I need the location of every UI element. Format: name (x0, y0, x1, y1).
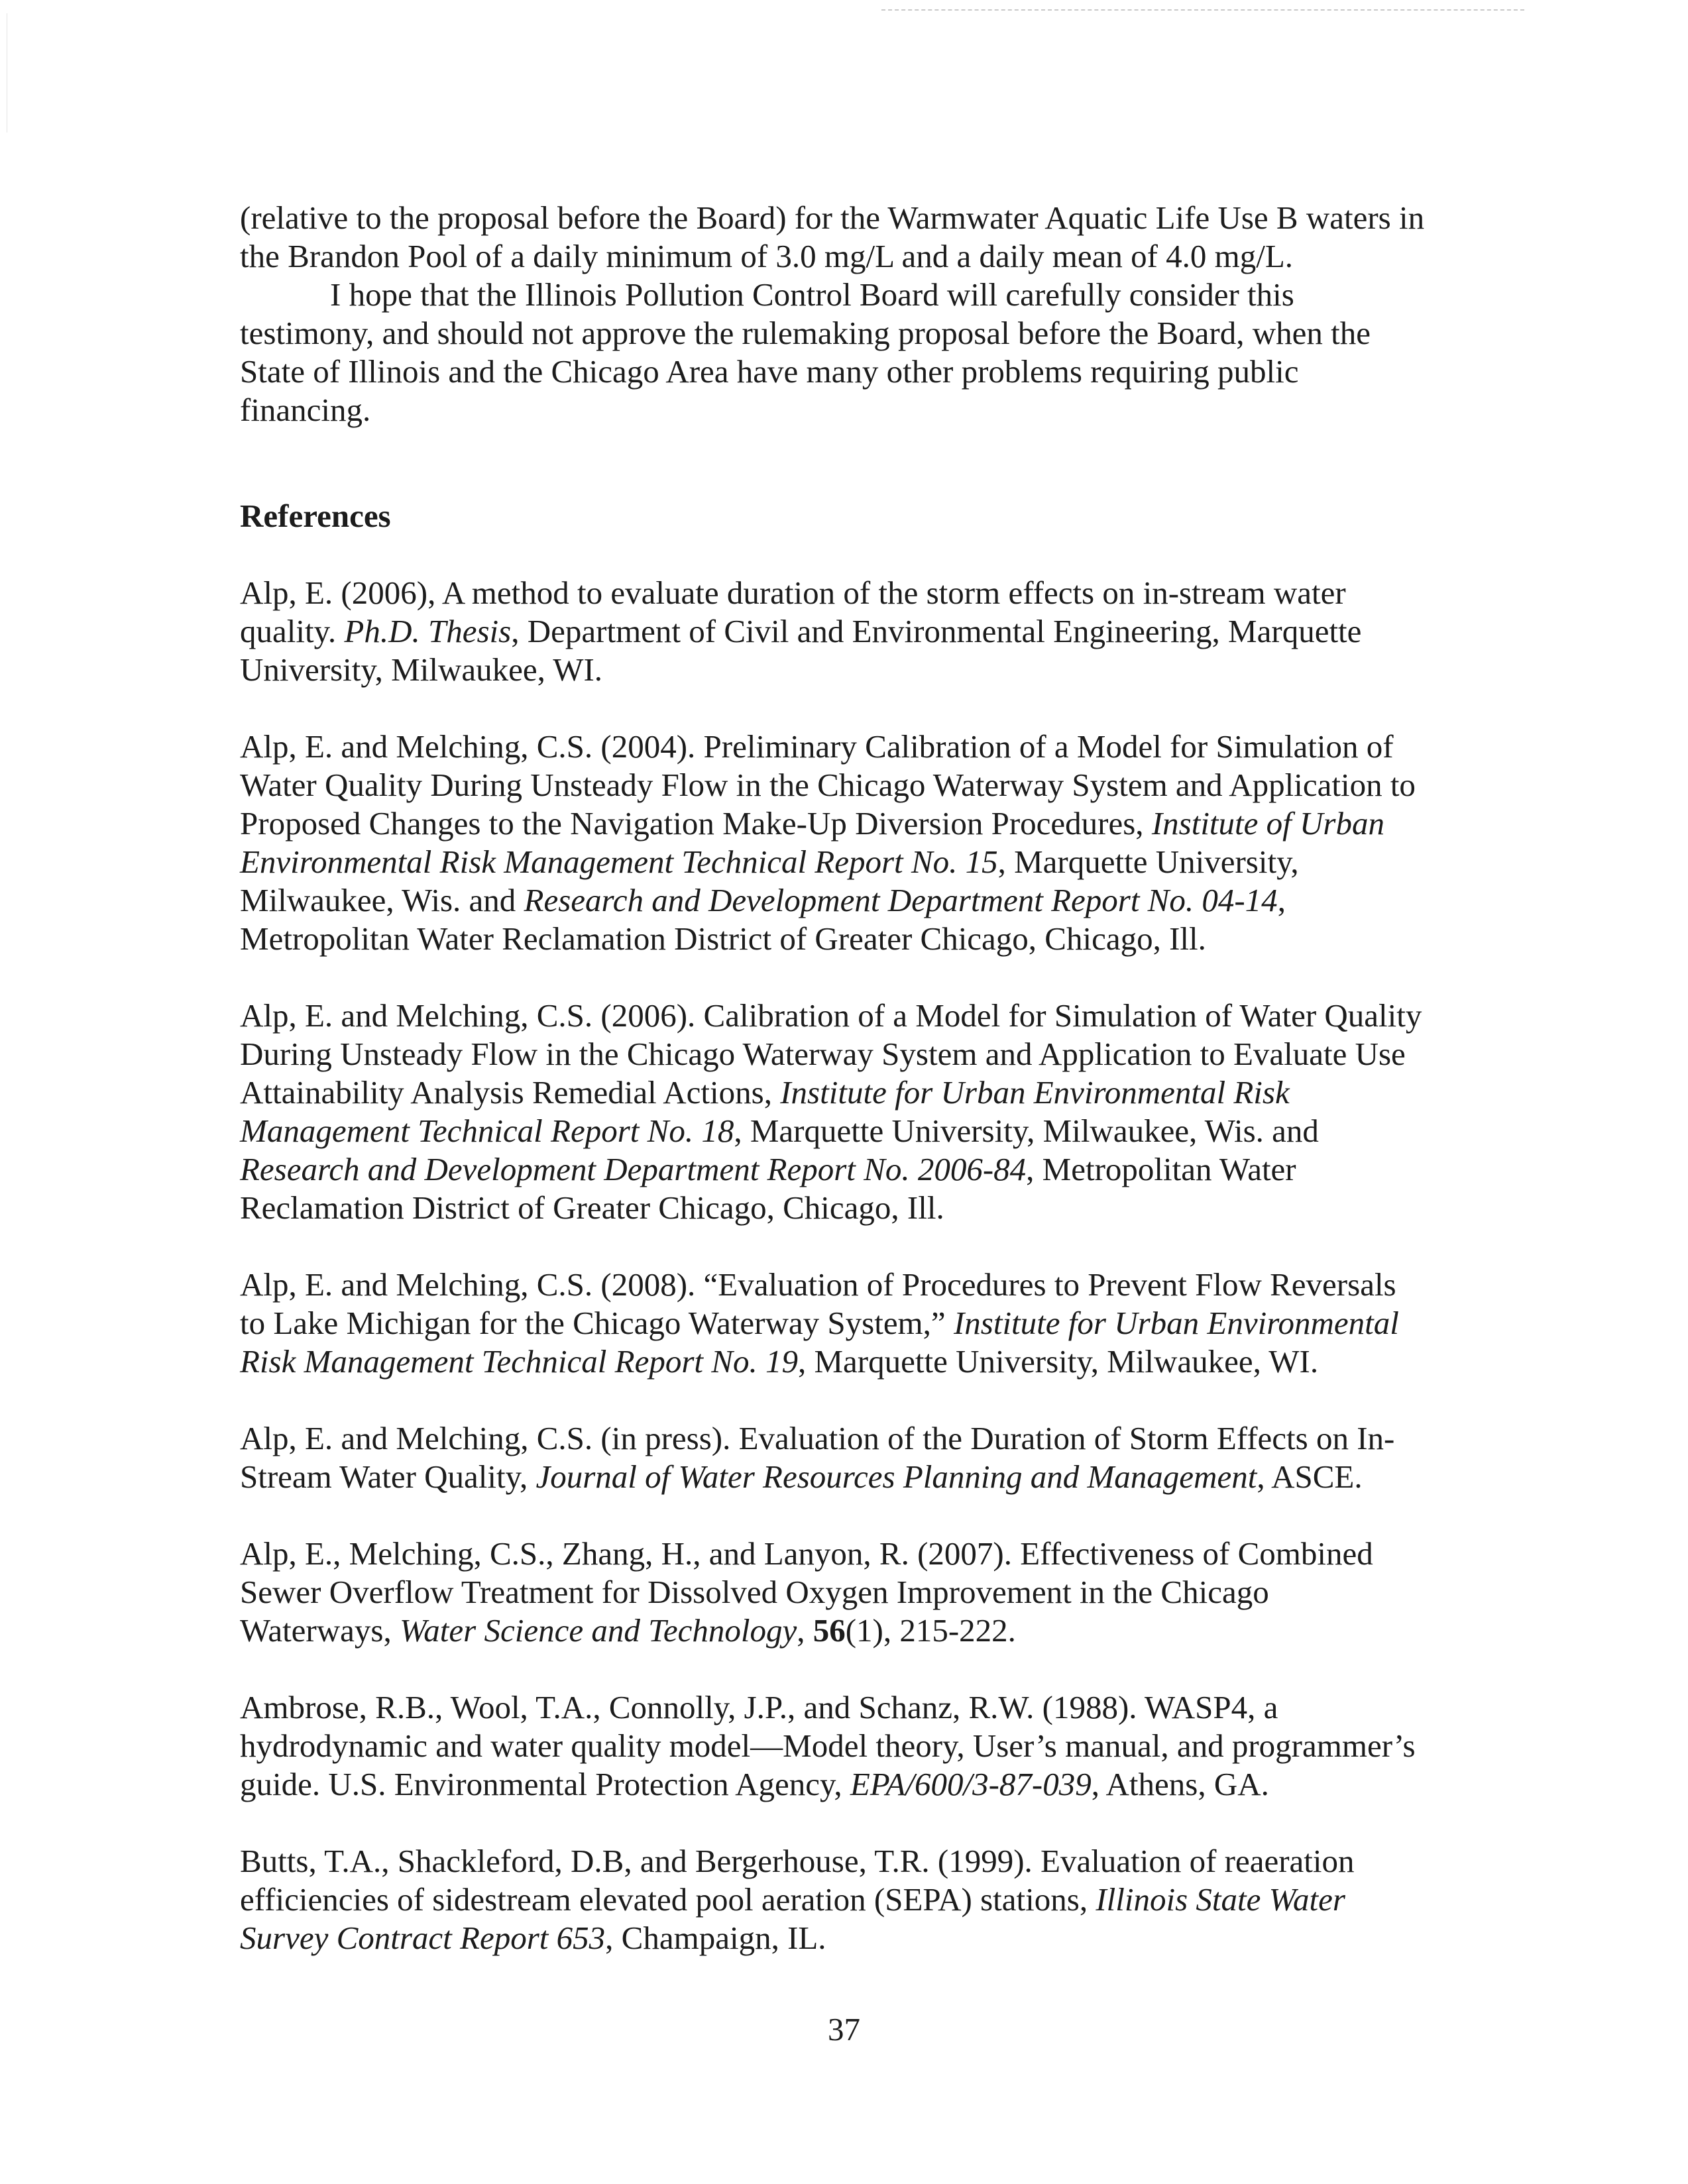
reference-text: , Marquette University, Milwaukee, Wis. and (240, 844, 1299, 918)
reference-item (240, 574, 1426, 689)
reference-item (240, 1842, 1426, 1957)
reference-item (240, 1688, 1426, 1804)
reference-text: Alp, E. and Melching, C.S. (2006). Calibration of a Model for Simulation of Water Quality During Unsteady Flow in the Chicago Waterway System and Application to Evaluate Use Attainability Analysis Remedial Actions, (240, 997, 1422, 1111)
reference-text: Alp, E. and Melching, C.S. (in press). Evaluation of the Duration of Storm Effects on In-Stream Water Quality, (240, 1420, 1395, 1495)
references-heading: References (240, 498, 391, 534)
document-page (240, 199, 1426, 1957)
reference-text: Alp, E. and Melching, C.S. (2008). “Evaluation of Procedures to Prevent Flow Reversals to Lake Michigan for the Chicago Waterway System,” (240, 1266, 1396, 1341)
reference-item (240, 997, 1426, 1227)
reference-title: Institute for Urban Environmental Risk Management Technical Report No. 18 (240, 1074, 1290, 1149)
reference-text: , Metropolitan Water Reclamation District of Greater Chicago, Chicago, Ill. (240, 1151, 1296, 1226)
reference-title: EPA/600/3-87-039 (850, 1766, 1092, 1802)
reference-volume: 56 (813, 1612, 846, 1649)
reference-title: Ph.D. Thesis (344, 613, 512, 649)
reference-text: , Champaign, IL. (605, 1920, 826, 1956)
reference-title: Research and Development Department Report No. 2006-84 (240, 1151, 1027, 1187)
reference-text: , Metropolitan Water Reclamation District of Greater Chicago, Chicago, Ill. (240, 882, 1286, 957)
scan-artifact-rule (881, 9, 1524, 11)
reference-text: Alp, E. (2006), A method to evaluate duration of the storm effects on in-stream water quality. (240, 574, 1346, 649)
reference-title: Institute of Urban Environmental Risk Management Technical Report No. 15 (240, 805, 1384, 880)
reference-text: , Marquette University, Milwaukee, WI. (797, 1343, 1319, 1380)
reference-text: , Athens, GA. (1091, 1766, 1269, 1802)
reference-text: , (797, 1612, 813, 1649)
reference-title: Research and Development Department Report No. 04-14 (524, 882, 1278, 918)
reference-item (240, 728, 1426, 958)
reference-item (240, 1266, 1426, 1381)
reference-text: , Marquette University, Milwaukee, Wis. and (734, 1113, 1319, 1149)
reference-text: , ASCE. (1257, 1458, 1363, 1495)
reference-text: Alp, E., Melching, C.S., Zhang, H., and Lanyon, R. (2007). Effectiveness of Combined Sewer Overflow Treatment for Dissolved Oxygen Improvement in the Chicago Waterways, (240, 1535, 1373, 1649)
reference-text: Butts, T.A., Shackleford, D.B, and Bergerhouse, T.R. (1999). Evaluation of reaeration efficiencies of sidestream elevated pool aeration (SEPA) stations, (240, 1843, 1355, 1918)
reference-title: Water Science and Technology (399, 1612, 797, 1649)
reference-text: Alp, E. and Melching, C.S. (2004). Preliminary Calibration of a Model for Simulation of Water Quality During Unsteady Flow in the Chicago Waterway System and Application to Proposed Changes to the Navigation Make-Up Diversion Procedures, (240, 728, 1416, 842)
reference-title: Journal of Water Resources Planning and Management (535, 1458, 1257, 1495)
intro-paragraph: (relative to the proposal before the Board) for the Warmwater Aquatic Life Use B waters in the Brandon Pool of a daily minimum of 3.0 mg/L and a daily mean of 4.0 mg/L. (240, 199, 1425, 274)
page-number: 37 (828, 2011, 860, 2048)
reference-title: Institute for Urban Environmental Risk Management Technical Report No. 19 (240, 1305, 1399, 1380)
conclusion-paragraph: I hope that the Illinois Pollution Control Board will carefully consider this testimony, and should not approve the rulemaking proposal before the Board, when the State of Illinois and the Chicago Area have many other problems requiring public financing. (240, 276, 1371, 428)
reference-item (240, 1419, 1426, 1496)
reference-title: Illinois State Water Survey Contract Report 653 (240, 1881, 1345, 1956)
reference-item (240, 1535, 1426, 1650)
reference-text: Ambrose, R.B., Wool, T.A., Connolly, J.P., and Schanz, R.W. (1988). WASP4, a hydrodynamic and water quality model—Model theory, User’s manual, and programmer’s guide. U.S. Environmental Protection Agency, (240, 1689, 1416, 1802)
reference-text: , Department of Civil and Environmental Engineering, Marquette University, Milwaukee, WI. (240, 613, 1362, 688)
reference-list (240, 574, 1426, 1957)
reference-text: (1), 215-222. (845, 1612, 1016, 1649)
